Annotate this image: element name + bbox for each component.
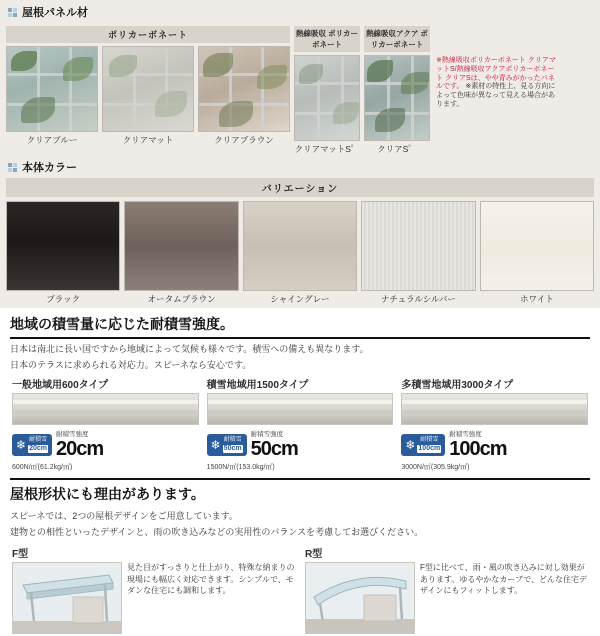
color-shine-gray bbox=[243, 201, 357, 305]
snow-items bbox=[10, 376, 590, 472]
swatch-clear-matte bbox=[102, 46, 194, 146]
snow-badge bbox=[401, 434, 445, 455]
snow-section bbox=[0, 308, 600, 474]
snow-sub: 1500N/㎡(153.0kg/㎡) bbox=[206, 464, 275, 471]
snow-sub: 600N/㎡(61.2kg/㎡) bbox=[12, 464, 73, 471]
snow-item-heading: 一般地域用600タイプ bbox=[12, 380, 109, 391]
variation-band: バリエーション bbox=[6, 178, 594, 197]
snowflake-icon: ❄ bbox=[210, 438, 221, 452]
snow-value-label: 耐積雪強度 bbox=[250, 431, 284, 438]
snow-lead-2: 日本のテラスに求められる対応力。スピーネなら安心です。 bbox=[10, 359, 252, 370]
snow-item-image bbox=[401, 393, 588, 425]
heat-absorb-titles bbox=[294, 26, 558, 52]
swatch-caption: クリアブラウン bbox=[214, 135, 274, 145]
shape-lead-1: スピーネでは、2つの屋根デザインをご用意しています。 bbox=[10, 511, 238, 521]
roof-panel-heading bbox=[0, 0, 600, 23]
snow-item-heading: 多積雪地域用3000タイプ bbox=[401, 380, 514, 391]
swatch-caption: クリアマットS゜ bbox=[294, 144, 360, 154]
poly-swatches bbox=[6, 46, 290, 146]
heat-absorb-title: 熱線吸収 ポリカーボネート bbox=[294, 26, 360, 52]
section-divider bbox=[10, 478, 590, 480]
snow-badge-text bbox=[417, 437, 441, 452]
color-image bbox=[480, 201, 594, 291]
swatch-image bbox=[364, 55, 430, 141]
color-caption: ブラック bbox=[46, 294, 81, 304]
snow-lead-1: 日本は南北に長い国ですから地域によって気候も様々です。積雪への備えも異なります。 bbox=[10, 344, 369, 354]
snow-badge-value: 100cm bbox=[418, 444, 441, 452]
shape-lead-2: 建物との相性といったデザインと、雨の吹き込みなどの実用性のバランスを考慮してお選びください。 bbox=[10, 526, 424, 537]
shape-section bbox=[0, 484, 600, 636]
snow-section-title: 地域の積雪量に応じた耐積雪強度。 bbox=[10, 314, 590, 339]
snow-item-1500 bbox=[207, 376, 394, 472]
snow-item-image bbox=[12, 393, 199, 425]
color-white bbox=[480, 201, 594, 305]
swatch-clear-brown bbox=[198, 46, 290, 146]
color-natural-silver bbox=[361, 201, 475, 305]
shape-type-r bbox=[305, 545, 588, 634]
snow-badge-label: 耐積雪 bbox=[223, 437, 242, 444]
swatch-clear-matte-s bbox=[294, 55, 360, 155]
shape-types bbox=[10, 543, 590, 634]
color-image bbox=[124, 201, 238, 291]
snow-badge bbox=[207, 434, 247, 455]
snow-value-label: 耐積雪強度 bbox=[449, 431, 482, 438]
square-mark-icon bbox=[8, 163, 17, 172]
swatch-clear-blue bbox=[6, 46, 98, 146]
swatch-image bbox=[198, 46, 290, 132]
heat-absorb-group bbox=[294, 26, 558, 155]
snow-value: 100cm bbox=[449, 438, 507, 460]
color-caption: ナチュラルシルバー bbox=[380, 294, 456, 304]
swatch-image bbox=[6, 46, 98, 132]
snow-value-label: 耐積雪強度 bbox=[55, 431, 89, 438]
snow-badge-label: 耐積雪 bbox=[420, 437, 439, 444]
swatch-clear-s bbox=[364, 55, 430, 155]
shape-type-text: 見た目がすっきりと仕上がり、特殊な納まりの現場にも幅広く対応できます。シンプルで、モダンな住宅にも調和します。 bbox=[127, 563, 295, 596]
roof-panel-note bbox=[434, 55, 558, 155]
snowflake-icon: ❄ bbox=[405, 438, 416, 452]
roof-panel-section bbox=[0, 0, 600, 308]
color-caption: シャイングレー bbox=[270, 294, 330, 304]
swatch-image bbox=[294, 55, 360, 141]
shape-type-text: F型に比べて、雨・風の吹き込みに対し効果があります。ゆるやかなカーブで、どんな住宅デザインにもフィットします。 bbox=[420, 563, 588, 596]
color-swatches bbox=[0, 197, 600, 308]
shape-section-title: 屋根形状にも理由があります。 bbox=[10, 486, 205, 502]
roof-panel-note-red: ※熱線吸収ポリカーボネート クリアマットS/熱線吸収アクアポリカーボネート クリアSは、やや青みがかったパネルです。 bbox=[436, 57, 556, 91]
snow-badge-text bbox=[223, 437, 243, 452]
body-color-heading-label: 本体カラー bbox=[22, 162, 77, 174]
snowflake-icon: ❄ bbox=[16, 438, 27, 452]
shape-type-f bbox=[12, 545, 295, 634]
snow-item-measure bbox=[12, 429, 199, 461]
body-color-heading bbox=[0, 157, 600, 178]
snow-item-600 bbox=[12, 376, 199, 472]
snow-item-3000 bbox=[401, 376, 588, 472]
snow-item-image bbox=[207, 393, 394, 425]
color-autumn-brown bbox=[124, 201, 238, 305]
snow-item-measure bbox=[207, 429, 394, 461]
snow-badge bbox=[12, 434, 52, 455]
snow-badge-text bbox=[28, 437, 48, 452]
snow-badge-value: 50cm bbox=[223, 444, 242, 452]
color-black bbox=[6, 201, 120, 305]
shape-type-label: F型 bbox=[12, 549, 29, 560]
swatch-caption: クリアS゜ bbox=[377, 144, 417, 154]
heat-absorb-aqua-title: 熱線吸収アクア ポリカーボネート bbox=[364, 26, 430, 52]
color-image bbox=[6, 201, 120, 291]
shape-type-label: R型 bbox=[305, 549, 323, 560]
swatch-image bbox=[102, 46, 194, 132]
swatch-caption: クリアブルー bbox=[26, 135, 78, 145]
color-image bbox=[243, 201, 357, 291]
swatch-caption: クリアマット bbox=[122, 135, 174, 145]
color-caption: ホワイト bbox=[519, 294, 554, 304]
snow-item-heading: 積雪地域用1500タイプ bbox=[206, 380, 309, 391]
snow-item-measure bbox=[401, 429, 588, 461]
snow-badge-label: 耐積雪 bbox=[29, 437, 48, 444]
heat-absorb-swatches bbox=[294, 55, 558, 155]
square-mark-icon bbox=[8, 8, 17, 17]
snow-badge-value: 20cm bbox=[29, 444, 47, 452]
roof-panel-note-black: ※素材の特性上、見る方向によって色味が異なって見える場合があります。 bbox=[436, 83, 556, 108]
roof-swatch-area bbox=[0, 23, 600, 157]
snow-value: 50cm bbox=[250, 438, 298, 460]
snow-sub: 3000N/㎡(305.9kg/㎡) bbox=[401, 464, 470, 471]
color-image bbox=[361, 201, 475, 291]
roof-f-illustration bbox=[13, 563, 121, 633]
snow-value: 20cm bbox=[55, 438, 104, 460]
shape-image-r bbox=[305, 562, 415, 634]
roof-panel-heading-label: 屋根パネル材 bbox=[22, 7, 88, 19]
shape-image-f bbox=[12, 562, 122, 634]
poly-group bbox=[6, 26, 290, 155]
roof-r-illustration bbox=[306, 563, 414, 633]
poly-group-title: ポリカーボネート bbox=[6, 26, 290, 43]
color-caption: オータムブラウン bbox=[147, 294, 216, 304]
